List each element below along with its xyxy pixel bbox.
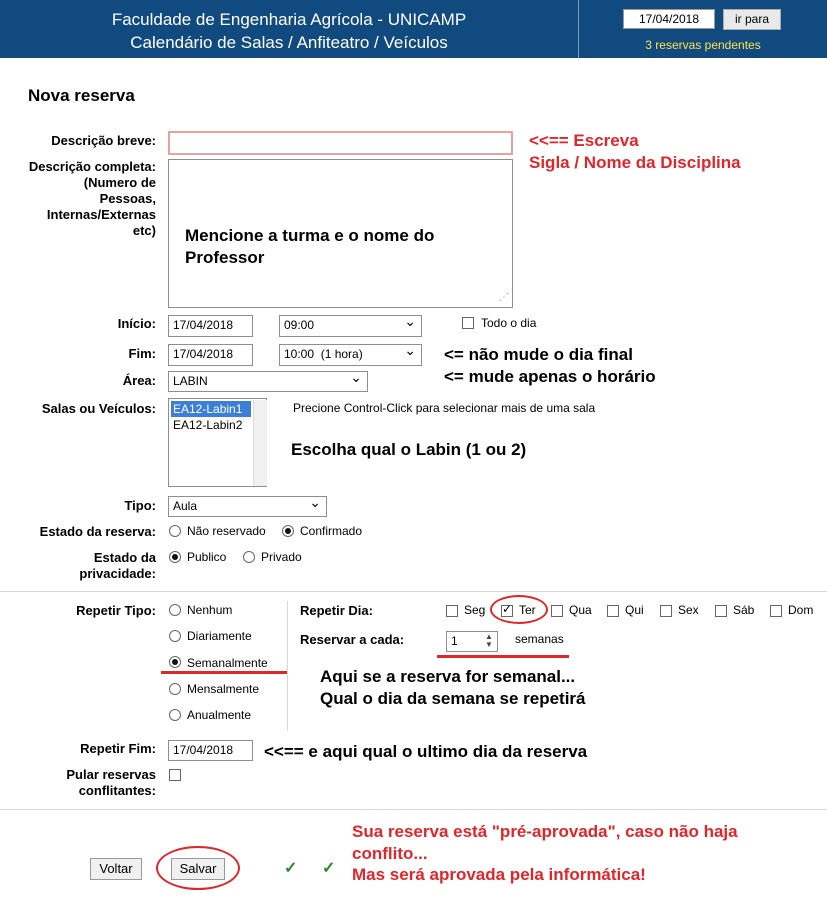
- privacy-label: Estado da privacidade:: [79, 550, 156, 581]
- repeat-daily-label: Diariamente: [187, 629, 252, 643]
- annotation-circle-save: [156, 846, 240, 890]
- day-tue-label: Ter: [519, 603, 536, 617]
- rooms-label: Salas ou Veículos:: [41, 401, 156, 416]
- area-select[interactable]: LABIN ⌄: [168, 371, 368, 392]
- annotation-preapproved-1: Sua reserva está "pré-aprovada", caso não haja: [352, 822, 738, 841]
- annotation-preapproved-2: conflito...: [352, 844, 428, 863]
- check-icon: ✓: [502, 602, 513, 616]
- goto-date-input[interactable]: 17/04/2018: [623, 9, 715, 29]
- full-desc-label: Descrição completa: (Numero de Pessoas, Internas/Externas etc): [28, 159, 156, 238]
- back-button[interactable]: Voltar: [90, 858, 142, 880]
- annotation-weekly-1: Aqui se a reserva for semanal...: [320, 667, 576, 686]
- day-sun-label: Dom: [788, 603, 814, 617]
- state-confirmed-radio[interactable]: [282, 525, 294, 537]
- room-option-labin2[interactable]: EA12-Labin2: [173, 418, 243, 432]
- day-sat-checkbox[interactable]: [715, 605, 727, 617]
- day-thu-checkbox[interactable]: [607, 605, 619, 617]
- annotation-write: <<== Escreva: [529, 131, 639, 150]
- repeat-none-label: Nenhum: [187, 603, 233, 617]
- type-label: Tipo:: [124, 498, 156, 513]
- all-day-label: Todo o dia: [481, 316, 537, 330]
- repeat-monthly-radio[interactable]: [169, 683, 181, 695]
- pending-reservations-link[interactable]: 3 reservas pendentes: [645, 38, 761, 52]
- privacy-public-radio[interactable]: [169, 551, 181, 563]
- repeat-yearly-radio[interactable]: [169, 709, 181, 721]
- annotation-underline-every: [437, 655, 569, 658]
- repeat-end-label: Repetir Fim:: [80, 741, 156, 756]
- repeat-yearly-label: Anualmente: [187, 708, 252, 722]
- divider-2: [0, 809, 827, 810]
- repeat-weekly-radio[interactable]: [169, 656, 181, 668]
- room-option-labin1[interactable]: EA12-Labin1: [171, 401, 251, 417]
- repeat-divider: [287, 601, 288, 731]
- page-title: Nova reserva: [28, 86, 135, 105]
- day-mon-checkbox[interactable]: [446, 605, 458, 617]
- annotation-preapproved-3: Mas será aprovada pela informática!: [352, 865, 646, 884]
- annotation-last-day: <<== e aqui qual o ultimo dia da reserva: [264, 742, 588, 761]
- annotation-time-only: <= mude apenas o horário: [444, 367, 656, 386]
- header-title: Faculdade de Engenharia Agrícola - UNICAMP: [111, 10, 467, 29]
- state-label: Estado da reserva:: [39, 524, 156, 539]
- status-check-icon-1: ✓: [284, 860, 298, 877]
- status-check-icon-2: ✓: [322, 860, 336, 877]
- rooms-hint: Precione Control-Click para selecionar mais de uma sala: [293, 401, 596, 415]
- privacy-public-label: Publico: [187, 550, 227, 564]
- repeat-none-radio[interactable]: [169, 604, 181, 616]
- end-time-select[interactable]: 10:00 (1 hora) ⌄: [279, 344, 422, 366]
- end-label: Fim:: [128, 346, 156, 361]
- day-sun-checkbox[interactable]: [770, 605, 782, 617]
- day-thu-label: Qui: [625, 603, 644, 617]
- short-desc-input[interactable]: [168, 131, 513, 155]
- privacy-private-radio[interactable]: [243, 551, 255, 563]
- day-wed-checkbox[interactable]: [551, 605, 563, 617]
- stepper-arrows-icon[interactable]: ▲ ▼: [485, 632, 493, 649]
- day-fri-label: Sex: [678, 603, 699, 617]
- repeat-end-input[interactable]: 17/04/2018: [168, 740, 253, 761]
- annotation-class-1: Mencione a turma e o nome do: [185, 226, 435, 245]
- annotation-class-2: Professor: [185, 248, 265, 267]
- annotation-discipline: Sigla / Nome da Disciplina: [529, 153, 741, 172]
- short-desc-label: Descrição breve:: [51, 133, 156, 148]
- annotation-weekly-2: Qual o dia da semana se repetirá: [320, 689, 586, 708]
- annotation-underline-weekly: [161, 671, 288, 674]
- annotation-choose-labin: Escolha qual o Labin (1 ou 2): [291, 440, 527, 459]
- header-bar: [0, 0, 827, 58]
- every-stepper[interactable]: 1: [446, 631, 498, 652]
- type-select[interactable]: Aula ⌄: [168, 496, 327, 517]
- state-not-reserved-radio[interactable]: [169, 525, 181, 537]
- area-label: Área:: [122, 373, 156, 388]
- state-confirmed-label: Confirmado: [300, 524, 363, 538]
- skip-conflicts-checkbox[interactable]: [169, 769, 181, 781]
- repeat-day-label: Repetir Dia:: [300, 603, 373, 618]
- save-button[interactable]: Salvar: [171, 858, 225, 880]
- resize-grip-icon[interactable]: ⋰: [499, 292, 509, 303]
- start-time-select[interactable]: 09:00 ⌄: [279, 315, 422, 337]
- day-fri-checkbox[interactable]: [660, 605, 672, 617]
- header-subtitle: Calendário de Salas / Anfiteatro / Veículos: [130, 33, 448, 52]
- every-unit-label: semanas: [515, 632, 564, 646]
- day-sat-label: Sáb: [733, 603, 755, 617]
- repeat-type-label: Repetir Tipo:: [76, 603, 156, 618]
- privacy-private-label: Privado: [261, 550, 302, 564]
- annotation-circle-tue: [490, 595, 548, 624]
- rooms-scrollbar[interactable]: [253, 400, 267, 486]
- state-not-reserved-label: Não reservado: [187, 524, 266, 538]
- goto-button[interactable]: ir para: [723, 9, 781, 30]
- divider-1: [0, 591, 827, 592]
- skip-conflicts-label: Pular reservas conflitantes:: [66, 767, 156, 798]
- day-mon-label: Seg: [464, 603, 486, 617]
- every-label: Reservar a cada:: [300, 632, 405, 647]
- end-date-input[interactable]: 17/04/2018: [168, 344, 253, 366]
- repeat-weekly-label: Semanalmente: [187, 656, 268, 670]
- day-wed-label: Qua: [569, 603, 592, 617]
- repeat-daily-radio[interactable]: [169, 630, 181, 642]
- start-label: Início:: [117, 316, 156, 331]
- all-day-checkbox[interactable]: [462, 317, 474, 329]
- start-date-input[interactable]: 17/04/2018: [168, 315, 253, 337]
- repeat-monthly-label: Mensalmente: [187, 682, 260, 696]
- annotation-end-day: <= não mude o dia final: [444, 345, 633, 364]
